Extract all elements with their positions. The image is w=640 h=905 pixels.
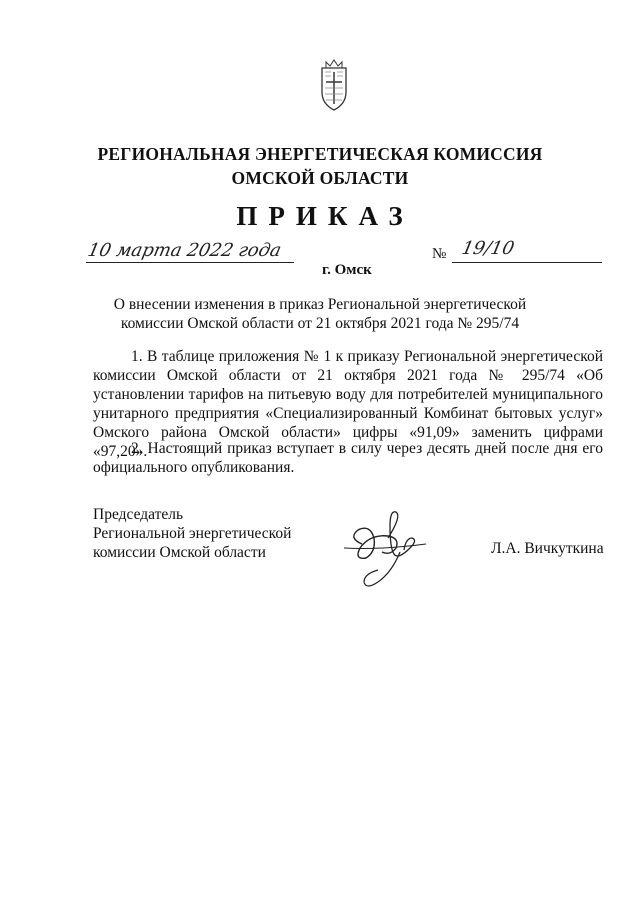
number-underline	[452, 262, 602, 263]
document-type-title: ПРИКАЗ	[236, 201, 414, 231]
handwritten-signature-icon	[340, 508, 430, 593]
signer-name: Л.А. Вичкуткина	[491, 540, 604, 557]
signatory-title-line3: комиссии Омской области	[93, 544, 266, 561]
number-sign: №	[432, 246, 447, 262]
city-label: г. Омск	[322, 262, 372, 278]
org-name-line1: РЕГИОНАЛЬНАЯ ЭНЕРГЕТИЧЕСКАЯ КОМИССИЯ	[97, 144, 543, 164]
subject-line2: комиссии Омской области от 21 октября 2021 года № 295/74	[120, 315, 520, 332]
date-underline	[86, 262, 294, 263]
signatory-title-line2: Региональной энергетической	[93, 525, 292, 542]
coat-of-arms-icon	[316, 58, 352, 114]
handwritten-number: 19/10	[459, 238, 517, 259]
body-paragraph-1: 1. В таблице приложения № 1 к приказу Региональной энергетической комиссии Омской области от 21 октября 2021 года № 295/74 «Об установлении тарифов на питьевую воду для потребителей муниципального унитарного предприятия «Специализированный Комбинат бытовых услуг» Омского района Омской области» цифры «91,09» заменить цифрами «97,20».	[93, 348, 603, 460]
signatory-title-line1: Председатель	[93, 506, 184, 523]
org-name-line2: ОМСКОЙ ОБЛАСТИ	[231, 168, 409, 188]
handwritten-date: 10 марта 2022 года	[85, 240, 284, 261]
body-paragraph-2: 2. Настоящий приказ вступает в силу через десять дней после дня его официального опубликования.	[93, 440, 603, 476]
subject-line1: О внесении изменения в приказ Региональной энергетической	[113, 296, 527, 313]
